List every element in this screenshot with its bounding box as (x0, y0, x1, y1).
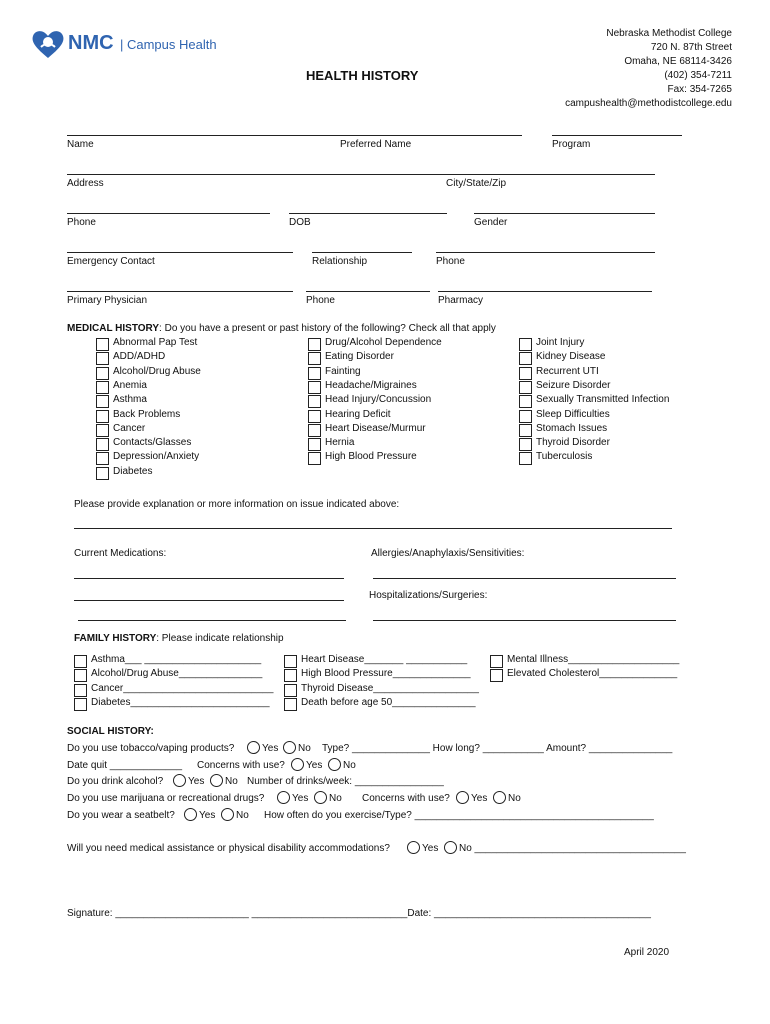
emergency-phone-field[interactable] (436, 252, 655, 253)
drug-concerns: Concerns with use? (362, 793, 450, 804)
checkbox[interactable] (490, 669, 503, 682)
no-label: No (329, 793, 342, 804)
checkbox[interactable] (308, 338, 321, 351)
checkbox[interactable] (96, 338, 109, 351)
logo-subtitle: | Campus Health (120, 37, 217, 52)
checkbox[interactable] (96, 395, 109, 408)
explanation-field[interactable] (74, 528, 672, 529)
checkbox-label: Eating Disorder (325, 351, 394, 363)
drinks-per-week: Number of drinks/week: ________________ (247, 776, 444, 787)
checkbox-label: Anemia (113, 379, 147, 391)
accommodations-question: Will you need medical assistance or physical disability accommodations? (67, 843, 390, 854)
checkbox-label: Sleep Difficulties (536, 408, 610, 420)
phone-label: Phone (67, 217, 96, 228)
page-title: HEALTH HISTORY (306, 68, 419, 83)
address-line: Omaha, NE 68114-3426 (624, 56, 732, 67)
yes-label: Yes (306, 760, 323, 771)
checkbox[interactable] (308, 410, 321, 423)
no-label: No (225, 776, 238, 787)
heart-logo-icon (30, 28, 66, 60)
address-label: Address (67, 178, 104, 189)
tobacco-question: Do you use tobacco/vaping products? (67, 743, 235, 754)
seatbelt-question: Do you wear a seatbelt? (67, 810, 175, 821)
allergies-field[interactable] (373, 578, 676, 579)
gender-field[interactable] (474, 213, 655, 214)
checkbox-label: Drug/Alcohol Dependence (325, 337, 442, 348)
gender-label: Gender (474, 217, 508, 228)
alcohol-question: Do you drink alcohol? (67, 776, 164, 787)
explanation-label: Please provide explanation or more information on issue indicated above: (74, 499, 400, 510)
checkbox[interactable] (519, 438, 532, 451)
checkbox-label: Diabetes (113, 465, 153, 477)
drug-concerns-no-radio[interactable] (493, 791, 506, 804)
checkbox[interactable] (74, 684, 87, 697)
checkbox-label: Headache/Migraines (325, 379, 417, 391)
checkbox[interactable] (96, 381, 109, 394)
address-line: (402) 354-7211 (664, 70, 732, 81)
accommodations-no-detail: No ______________________________________ (459, 843, 686, 854)
tobacco-concerns: Concerns with use? (197, 760, 285, 771)
checkbox[interactable] (519, 395, 532, 408)
name-label: Name (67, 139, 94, 150)
marijuana-yes-radio[interactable] (277, 791, 290, 804)
checkbox-label: Diabetes_________________________ (91, 696, 270, 708)
no-label: No (236, 810, 249, 821)
yes-label: Yes (262, 743, 279, 754)
program-field[interactable] (552, 135, 682, 136)
concerns-no-radio[interactable] (328, 758, 341, 771)
checkbox[interactable] (284, 698, 297, 711)
family-heading-text: FAMILY HISTORY (74, 633, 157, 644)
checkbox-label: Sexually Transmitted Infection (536, 394, 670, 406)
phone-field[interactable] (67, 213, 270, 214)
checkbox-label: Depression/Anxiety (113, 451, 200, 463)
checkbox[interactable] (74, 669, 87, 682)
hospitalizations-label: Hospitalizations/Surgeries: (369, 590, 488, 601)
seatbelt-yes-radio[interactable] (184, 808, 197, 821)
concerns-yes-radio[interactable] (291, 758, 304, 771)
checkbox[interactable] (308, 452, 321, 465)
logo-mark: NMC (68, 32, 114, 54)
address-line: 720 N. 87th Street (650, 42, 732, 53)
checkbox-label: Asthma___ _____________________ (91, 654, 262, 665)
checkbox-label: Thyroid Disease___________________ (301, 682, 479, 694)
checkbox[interactable] (519, 381, 532, 394)
form-date: April 2020 (624, 947, 670, 958)
checkbox[interactable] (96, 452, 109, 465)
social-history-heading: SOCIAL HISTORY: (67, 726, 154, 737)
checkbox-label: Head Injury/Concussion (325, 394, 432, 406)
checkbox-label: High Blood Pressure______________ (301, 668, 471, 680)
checkbox-label: Tuberculosis (536, 451, 593, 463)
drug-concerns-yes-radio[interactable] (456, 791, 469, 804)
checkbox-label: Death before age 50_______________ (301, 696, 476, 708)
address-line: campushealth@methodistcollege.edu (565, 98, 732, 109)
relationship-field[interactable] (312, 252, 412, 253)
pharmacy-field[interactable] (438, 291, 652, 292)
checkbox[interactable] (308, 352, 321, 365)
no-label: No (508, 793, 521, 804)
checkbox[interactable] (96, 352, 109, 365)
checkbox-label: Joint Injury (536, 337, 585, 348)
physician-field[interactable] (67, 291, 293, 292)
signature-line[interactable]: Signature: ________________________ ____________________________Date: _______________________________________ (67, 908, 651, 919)
checkbox-label: Thyroid Disorder (536, 437, 610, 449)
checkbox[interactable] (519, 410, 532, 423)
physician-phone-field[interactable] (306, 291, 430, 292)
checkbox[interactable] (519, 338, 532, 351)
checkbox[interactable] (284, 669, 297, 682)
checkbox[interactable] (74, 655, 87, 668)
checkbox-label: Elevated Cholesterol______________ (507, 668, 678, 680)
emergency-label: Emergency Contact (67, 256, 155, 267)
seatbelt-no-radio[interactable] (221, 808, 234, 821)
checkbox[interactable] (96, 438, 109, 451)
checkbox[interactable] (284, 684, 297, 697)
checkbox-label: High Blood Pressure (325, 451, 417, 463)
address-line: Fax: 354-7265 (667, 84, 732, 95)
checkbox-label: Back Problems (113, 408, 181, 420)
exercise-question: How often do you exercise/Type? ___________________________________________ (264, 810, 654, 821)
name-field[interactable] (67, 135, 522, 136)
emergency-phone-label: Phone (436, 256, 465, 267)
checkbox[interactable] (519, 424, 532, 437)
physician-phone-label: Phone (306, 295, 335, 306)
family-history-heading (74, 633, 284, 644)
alcohol-yes-radio[interactable] (173, 774, 186, 787)
checkbox-label: Hearing Deficit (325, 408, 391, 420)
yes-label: Yes (199, 810, 216, 821)
checkbox[interactable] (519, 452, 532, 465)
no-label: No (298, 743, 311, 754)
checkbox-label: Hernia (325, 437, 355, 449)
college-address (565, 27, 732, 111)
checkbox[interactable] (284, 655, 297, 668)
yes-label: Yes (422, 843, 439, 854)
medications-field-1[interactable] (74, 578, 344, 579)
medications-field-2[interactable] (74, 600, 344, 601)
checkbox-label: Kidney Disease (536, 351, 606, 363)
checkbox-label: Mental Illness____________________ (507, 654, 680, 665)
accommodations-yes-radio[interactable] (407, 841, 420, 854)
family-prompt: : Please indicate relationship (156, 633, 284, 644)
checkbox-label: Alcohol/Drug Abuse_______________ (91, 668, 263, 680)
checkbox[interactable] (519, 352, 532, 365)
checkbox[interactable] (308, 381, 321, 394)
alcohol-no-radio[interactable] (210, 774, 223, 787)
marijuana-question: Do you use marijuana or recreational drugs? (67, 793, 265, 804)
checkbox[interactable] (308, 395, 321, 408)
checkbox-label: Asthma (113, 394, 147, 406)
checkbox-label: Stomach Issues (536, 422, 608, 434)
yes-label: Yes (471, 793, 488, 804)
checkbox-label: Seizure Disorder (536, 379, 611, 391)
checkbox[interactable] (519, 367, 532, 380)
checkbox[interactable] (308, 438, 321, 451)
date-quit: Date quit _____________ (67, 760, 183, 771)
tobacco-no-radio[interactable] (283, 741, 296, 754)
checkbox-label: Fainting (325, 365, 361, 377)
preferred-name-label: Preferred Name (340, 139, 412, 150)
city-label: City/State/Zip (446, 178, 507, 189)
checkbox-label: Cancer (113, 422, 146, 434)
checkbox[interactable] (96, 367, 109, 380)
checkbox-label: Contacts/Glasses (113, 437, 192, 449)
checkbox[interactable] (74, 698, 87, 711)
accommodations-no-radio[interactable] (444, 841, 457, 854)
checkbox-label: ADD/ADHD (113, 351, 166, 363)
checkbox-label: Abnormal Pap Test (113, 337, 198, 348)
yes-label: Yes (188, 776, 205, 787)
medical-history-heading (67, 323, 496, 334)
yes-label: Yes (292, 793, 309, 804)
checkbox-label: Heart Disease_______ ___________ (301, 654, 468, 665)
pharmacy-label: Pharmacy (438, 295, 484, 306)
checkbox-label: Recurrent UTI (536, 365, 599, 377)
dob-label: DOB (289, 217, 311, 228)
tobacco-yes-radio[interactable] (247, 741, 260, 754)
tobacco-details: Type? ______________ How long? ___________ Amount? _______________ (322, 743, 673, 754)
checkbox[interactable] (96, 410, 109, 423)
checkbox[interactable] (490, 655, 503, 668)
hospitalizations-field[interactable] (373, 620, 676, 621)
medical-heading-text: MEDICAL HISTORY (67, 323, 160, 334)
address-field[interactable] (67, 174, 655, 175)
checkbox-label: Cancer___________________________ (91, 682, 274, 694)
emergency-field[interactable] (67, 252, 293, 253)
checkbox[interactable] (308, 367, 321, 380)
program-label: Program (552, 139, 591, 150)
marijuana-no-radio[interactable] (314, 791, 327, 804)
no-label: No (343, 760, 356, 771)
allergies-label: Allergies/Anaphylaxis/Sensitivities: (371, 548, 525, 559)
checkbox[interactable] (96, 424, 109, 437)
relationship-label: Relationship (312, 256, 368, 267)
checkbox[interactable] (308, 424, 321, 437)
medical-prompt: : Do you have a present or past history of the following? Check all that apply (159, 323, 496, 334)
checkbox[interactable] (96, 467, 109, 480)
checkbox-label: Heart Disease/Murmur (325, 422, 426, 434)
address-line: Nebraska Methodist College (606, 28, 732, 39)
checkbox-label: Alcohol/Drug Abuse (113, 365, 201, 377)
medications-label: Current Medications: (74, 548, 167, 559)
dob-field[interactable] (289, 213, 447, 214)
medications-field-3[interactable] (78, 620, 346, 621)
physician-label: Primary Physician (67, 295, 148, 306)
